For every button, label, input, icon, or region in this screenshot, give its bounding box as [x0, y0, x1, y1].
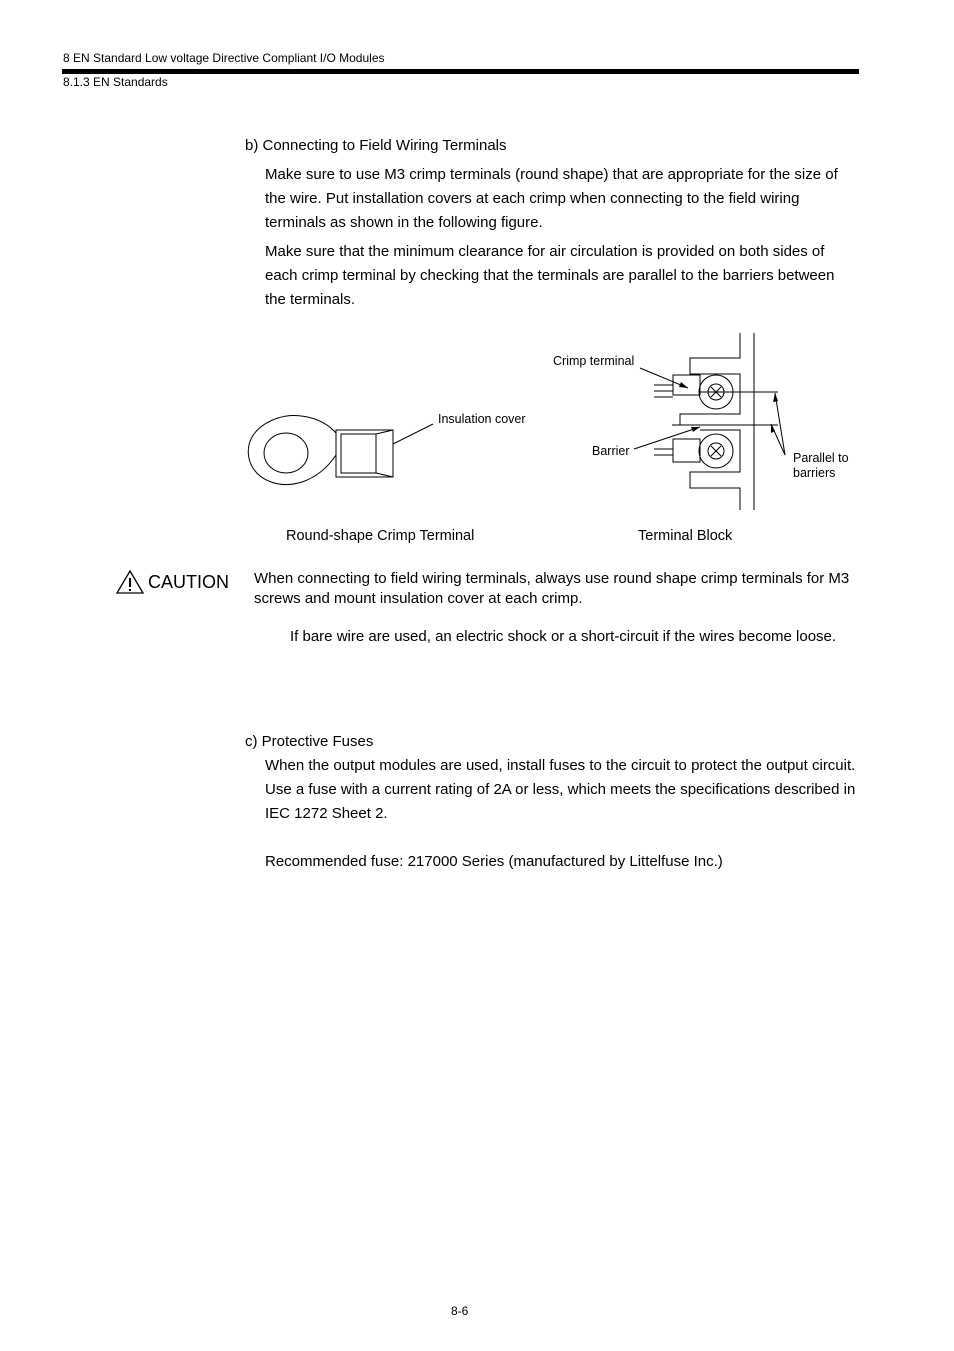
section-c-paragraph-2: Recommended fuse: 217000 Series (manufactured by Littelfuse Inc.) [265, 853, 723, 870]
crimp-terminal-label: Crimp terminal [553, 354, 635, 368]
section-c-paragraph-1: When the output modules are used, install fuses to the circuit to protect the output circuit. Use a fuse with a current rating of 2A or less, which meets the specifications described in IEC 1272 Sheet 2. [265, 757, 856, 822]
section-c-heading: c) Protective Fuses [245, 733, 374, 750]
caution-text-label: CAUTION [148, 571, 229, 592]
caption-terminal-block: Terminal Block [638, 528, 733, 544]
section-b-paragraph-1: Make sure to use M3 crimp terminals (round shape) that are appropriate for the size of the wire. Put installation covers at each crimp when connecting to the field wiring terminals as shown in the following figure. [265, 166, 838, 231]
terminal-block-drawing [634, 333, 785, 510]
section-b-paragraph-2: Make sure that the minimum clearance for air circulation is provided on both sides of each crimp terminal by checking that the terminals are parallel to the barriers between the terminals. [265, 243, 835, 308]
chapter-header: 8 EN Standard Low voltage Directive Compliant I/O Modules [63, 51, 385, 65]
parallel-label-line1: Parallel to [793, 451, 849, 465]
terminal-figure [240, 330, 870, 555]
warning-icon [116, 570, 144, 594]
caution-consequence: If bare wire are used, an electric shock or a short-circuit if the wires become loose. [290, 628, 837, 645]
section-b-heading: b) Connecting to Field Wiring Terminals [245, 137, 507, 154]
page-number: 8-6 [451, 1304, 469, 1318]
section-header: 8.1.3 EN Standards [63, 75, 168, 89]
parallel-label-line2: barriers [793, 466, 836, 480]
caution-label [116, 570, 229, 594]
insulation-cover-label: Insulation cover [438, 412, 526, 426]
caution-message: When connecting to field wiring terminals, always use round shape crimp terminals for M3 screws and mount insulation cover at each crimp. [254, 570, 850, 607]
barrier-label: Barrier [592, 444, 630, 458]
header-rule [62, 69, 859, 74]
caption-round-crimp-terminal: Round-shape Crimp Terminal [286, 528, 475, 544]
round-crimp-terminal-drawing [248, 416, 433, 485]
